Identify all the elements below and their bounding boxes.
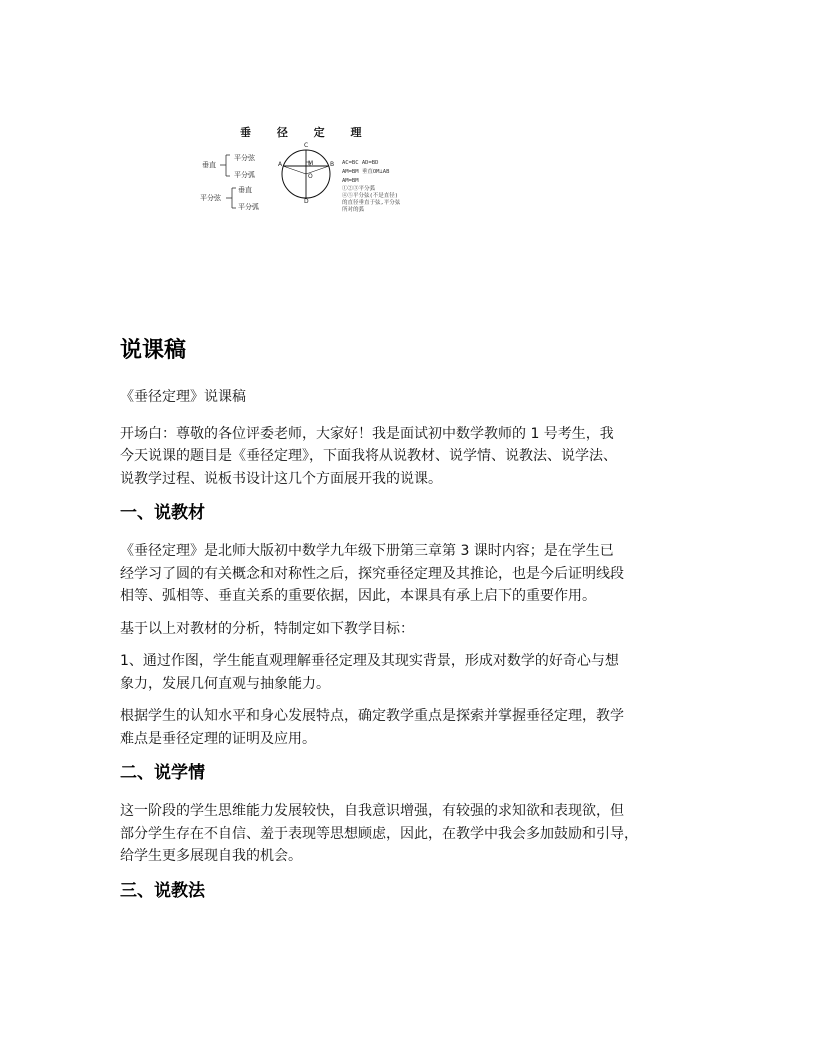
intro-line: 说教学过程、说板书设计这几个方面展开我的说课。: [120, 470, 442, 487]
label-bisect-arc-2: 平分弧: [238, 203, 259, 211]
document-title: 说课稿: [120, 338, 187, 363]
paragraph-line: 部分学生存在不自信、羞于表现等思想顾虑，因此，在教学中我会多加鼓励和引导，: [120, 825, 638, 842]
document-subtitle: 《垂径定理》说课稿: [120, 389, 246, 405]
label-perp-2: 垂直: [238, 186, 252, 194]
point-b: B: [330, 161, 335, 168]
section-heading-textbook: 一、说教材: [120, 503, 205, 523]
textbook-paragraph-2: [120, 618, 710, 641]
note-7: 所对的弧: [342, 207, 365, 213]
note-1: AC=BC AD=BD: [342, 160, 379, 166]
paragraph-line: 根据学生的认知水平和身心发展特点，确定教学重点是探索并掌握垂径定理，教学: [120, 708, 624, 724]
students-paragraph: [120, 800, 710, 868]
paragraph-line: 象力，发展几何直观与抽象能力。: [120, 675, 330, 692]
note-2: AM=BM 垂直OM⊥AB: [342, 169, 390, 175]
label-bisect: 平分弦: [200, 194, 221, 202]
paragraph-line: 《垂径定理》是北师大版初中数学九年级下册第三章第 3 课时内容；是在学生已: [120, 543, 614, 559]
paragraph-line: 给学生更多展现自我的机会。: [120, 848, 302, 864]
note-5: ④⑤平分弦(不是直径): [342, 193, 399, 199]
intro-line: 今天说课的题目是《垂径定理》，下面我将从说教材、说学情、说教法、说学法、: [120, 448, 617, 464]
point-m: M: [308, 160, 314, 167]
paragraph-line: 难点是垂径定理的证明及应用。: [120, 730, 316, 747]
paragraph-line: 1、通过作图，学生能直观理解垂径定理及其现实背景，形成对数学的好奇心与想: [120, 653, 619, 669]
paragraph-line: 经学习了圆的有关概念和对称性之后，探究垂径定理及其推论，也是今后证明线段: [120, 565, 624, 582]
label-bisect-arc: 平分弧: [234, 171, 255, 179]
point-d: D: [304, 198, 309, 205]
section-heading-students: 二、说学情: [120, 763, 205, 783]
theorem-figure: [196, 118, 446, 218]
section-heading-teaching-method: 三、说教法: [120, 880, 205, 901]
paragraph-line: 这一阶段的学生思维能力发展较快，自我意识增强，有较强的求知欲和表现欲，但: [120, 803, 624, 819]
label-perp: 垂直: [202, 161, 216, 169]
note-6: 的直径垂直于弦,平分弦: [342, 200, 401, 206]
point-o: O: [308, 173, 313, 180]
document-body: [120, 336, 710, 918]
point-a: A: [278, 161, 283, 168]
label-bisect-chord: 平分弦: [234, 154, 255, 162]
point-c: C: [304, 142, 309, 149]
textbook-paragraph-3: [120, 650, 710, 695]
textbook-paragraph-1: [120, 540, 710, 608]
intro-line: 开场白：尊敬的各位评委老师，大家好！我是面试初中数学教师的 1 号考生，我: [120, 425, 614, 442]
paragraph-line: 基于以上对教材的分析，特制定如下教学目标：: [120, 620, 414, 637]
figure-title: 垂 径 定 理: [240, 126, 373, 139]
textbook-paragraph-4: [120, 705, 710, 750]
intro-paragraph: [120, 423, 710, 491]
paragraph-line: 相等、弧相等、垂直关系的重要依据，因此，本课具有承上启下的重要作用。: [120, 588, 596, 604]
note-3: AM=BM: [342, 178, 359, 184]
note-4: ①②③平分弧: [342, 186, 376, 192]
